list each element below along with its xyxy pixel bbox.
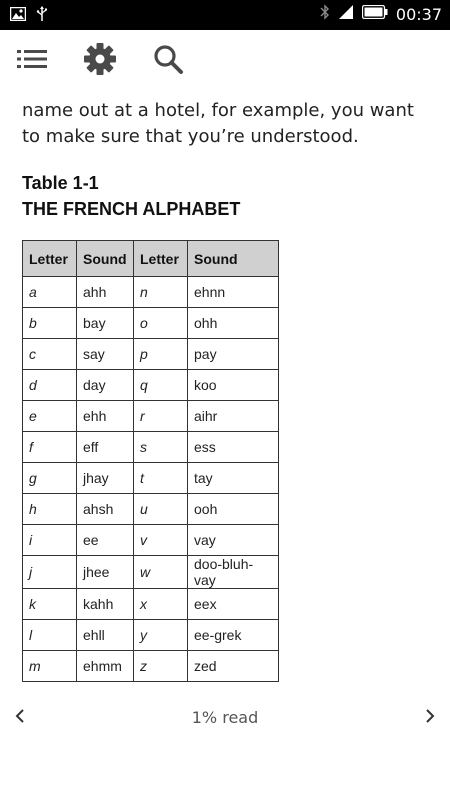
table-header-row bbox=[23, 241, 279, 277]
table-cell: x bbox=[134, 589, 188, 620]
table-cell: ee bbox=[77, 525, 134, 556]
table-cell: ehll bbox=[77, 620, 134, 651]
table-cell: jhay bbox=[77, 463, 134, 494]
table-cell: u bbox=[134, 494, 188, 525]
table-row bbox=[23, 308, 279, 339]
table-cell: s bbox=[134, 432, 188, 463]
search-icon bbox=[152, 43, 184, 80]
table-cell: ooh bbox=[188, 494, 279, 525]
table-header-cell: Sound bbox=[188, 241, 279, 277]
table-row bbox=[23, 432, 279, 463]
table-cell: vay bbox=[188, 525, 279, 556]
table-cell: doo-bluh-vay bbox=[188, 556, 279, 589]
french-alphabet-table bbox=[22, 240, 279, 682]
table-cell: j bbox=[23, 556, 77, 589]
table-cell: ehh bbox=[77, 401, 134, 432]
table-cell: g bbox=[23, 463, 77, 494]
table-row bbox=[23, 339, 279, 370]
table-cell: eff bbox=[77, 432, 134, 463]
table-cell: q bbox=[134, 370, 188, 401]
table-header-cell: Letter bbox=[23, 241, 77, 277]
chevron-right-icon bbox=[424, 708, 436, 729]
table-cell: kahh bbox=[77, 589, 134, 620]
table-cell: v bbox=[134, 525, 188, 556]
table-header-cell: Sound bbox=[77, 241, 134, 277]
table-cell: h bbox=[23, 494, 77, 525]
table-cell: ee-grek bbox=[188, 620, 279, 651]
status-bar bbox=[0, 0, 450, 30]
status-clock: 00:37 bbox=[395, 5, 442, 24]
table-cell: r bbox=[134, 401, 188, 432]
table-of-contents-button[interactable] bbox=[14, 43, 50, 79]
table-cell: ahh bbox=[77, 277, 134, 308]
table-row bbox=[23, 463, 279, 494]
search-button[interactable] bbox=[150, 43, 186, 79]
table-cell: pay bbox=[188, 339, 279, 370]
table-cell: ehmm bbox=[77, 651, 134, 682]
reading-progress-label: 1% read bbox=[191, 708, 259, 727]
table-cell: l bbox=[23, 620, 77, 651]
table-title: THE FRENCH ALPHABET bbox=[22, 199, 241, 219]
status-right-icons bbox=[320, 4, 442, 25]
table-cell: p bbox=[134, 339, 188, 370]
image-icon bbox=[10, 7, 26, 26]
table-cell: eex bbox=[188, 589, 279, 620]
table-cell: c bbox=[23, 339, 77, 370]
table-cell: d bbox=[23, 370, 77, 401]
table-cell: f bbox=[23, 432, 77, 463]
table-cell: ohh bbox=[188, 308, 279, 339]
reader-toolbar bbox=[0, 30, 450, 92]
next-page-button[interactable] bbox=[418, 706, 442, 730]
table-cell: b bbox=[23, 308, 77, 339]
page-navigation bbox=[0, 700, 450, 740]
table-cell: z bbox=[134, 651, 188, 682]
table-header-cell: Letter bbox=[134, 241, 188, 277]
table-cell: t bbox=[134, 463, 188, 494]
table-cell: tay bbox=[188, 463, 279, 494]
table-cell: n bbox=[134, 277, 188, 308]
table-cell: say bbox=[77, 339, 134, 370]
table-row bbox=[23, 277, 279, 308]
table-cell: y bbox=[134, 620, 188, 651]
table-row bbox=[23, 556, 279, 589]
body-paragraph: name out at a hotel, for example, you want to make sure that you’re understood. bbox=[22, 100, 414, 147]
table-cell: jhee bbox=[77, 556, 134, 589]
table-cell: bay bbox=[77, 308, 134, 339]
table-row bbox=[23, 494, 279, 525]
table-row bbox=[23, 401, 279, 432]
table-cell: a bbox=[23, 277, 77, 308]
status-left-icons bbox=[10, 6, 48, 27]
table-cell: k bbox=[23, 589, 77, 620]
table-row bbox=[23, 651, 279, 682]
table-cell: m bbox=[23, 651, 77, 682]
bluetooth-icon bbox=[320, 4, 330, 25]
table-cell: i bbox=[23, 525, 77, 556]
table-cell: day bbox=[77, 370, 134, 401]
table-row bbox=[23, 589, 279, 620]
table-caption: Table 1-1 bbox=[22, 173, 99, 193]
table-cell: ahsh bbox=[77, 494, 134, 525]
table-cell: o bbox=[134, 308, 188, 339]
battery-icon bbox=[362, 5, 388, 24]
table-cell: ess bbox=[188, 432, 279, 463]
signal-icon bbox=[338, 4, 354, 25]
usb-icon bbox=[36, 6, 48, 27]
table-cell: koo bbox=[188, 370, 279, 401]
table-cell: ehnn bbox=[188, 277, 279, 308]
table-cell: e bbox=[23, 401, 77, 432]
table-of-contents-icon bbox=[16, 47, 48, 76]
settings-button[interactable] bbox=[82, 43, 118, 79]
table-row bbox=[23, 370, 279, 401]
reading-content[interactable] bbox=[22, 98, 432, 682]
table-cell: aihr bbox=[188, 401, 279, 432]
table-cell: w bbox=[134, 556, 188, 589]
table-cell: zed bbox=[188, 651, 279, 682]
table-row bbox=[23, 525, 279, 556]
settings-gear-icon bbox=[83, 42, 117, 81]
table-row bbox=[23, 620, 279, 651]
